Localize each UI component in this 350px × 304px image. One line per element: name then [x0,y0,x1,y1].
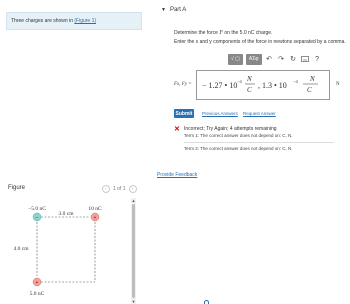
request-answer-link[interactable]: Request Answer [243,111,276,116]
intro-box [6,12,142,30]
label-10nc: 10 nC [88,206,102,212]
symbols-button[interactable] [246,54,262,65]
undo-icon[interactable]: ↶ [266,56,272,63]
figure-label: Figure [8,185,26,191]
feedback-title: Incorrect; Try Again; 4 attempts remaining [184,126,277,132]
part-a-header[interactable] [161,7,186,13]
intro-text: Three charges are shown in [11,18,75,24]
scroll-up-icon[interactable]: ▲ [131,198,136,203]
provide-feedback-link[interactable]: Provide Feedback [157,172,198,178]
pager-text: 1 of 1 [113,186,126,192]
answer-unit-den-2: C [307,86,312,94]
feedback-divider [184,142,334,143]
answer-expression [200,71,330,99]
positive-sign-bottom: + [35,280,39,286]
answer-input[interactable] [196,70,330,100]
next-figure-icon[interactable]: › [129,185,137,193]
figure-link[interactable]: (Figure 1) [74,18,97,24]
positive-sign-right: + [93,215,97,221]
incorrect-icon: ✕ [174,126,180,133]
help-label: ? [315,55,319,63]
question-text-post: on the 5.0 nC charge. [222,30,273,36]
answer-value-1: − 1.27 • 10 [202,81,238,90]
label-neg5nc: −5.0 nC [28,206,46,212]
answer-exp-2: −4 [293,79,298,84]
submit-button[interactable]: Submit [175,110,193,117]
prev-figure-icon[interactable]: ‹ [102,185,110,193]
figure-scrollbar[interactable] [131,198,136,304]
bottom-indicator [204,300,209,304]
feedback-term-2: Term 2: The correct answer does not depend on: C, N. [184,146,293,151]
label-3cm: 3.0 cm [58,211,74,217]
figure-pager [102,185,137,193]
force-symbol: F [219,30,223,36]
negative-sign: − [35,215,39,221]
reset-icon[interactable]: ↻ [290,56,296,63]
answer-unit-outside: N [336,82,340,87]
collapse-caret-icon[interactable]: ▼ [161,7,166,13]
keyboard-icon[interactable] [301,54,310,64]
question-line-2: Enter the x and y components of the force in newtons separated by a comma. [174,39,346,45]
answer-value-2: 1.3 • 10 [262,81,287,90]
redo-icon[interactable]: ↷ [278,56,284,63]
previous-answers-link[interactable]: Previous Answers [202,111,238,116]
answer-exp-1: −4 [237,79,242,84]
label-5nc: 5.0 nC [29,291,45,297]
help-icon[interactable] [313,54,322,64]
scroll-down-icon[interactable]: ▼ [131,299,136,304]
question-line-1 [174,30,272,36]
svg-text:,: , [258,81,260,90]
templates-button[interactable]: √ ▢ [228,54,243,65]
scroll-thumb[interactable] [132,204,135,298]
answer-unit-den-1: C [247,86,252,94]
label-4cm: 4.0 cm [13,246,29,252]
math-toolbar [228,53,322,65]
answer-unit-num-2: N [310,75,315,83]
answer-label: Fx, Fy = [174,82,192,87]
templates-label: √ [231,56,234,62]
answer-unit-num-1: N [247,75,252,83]
question-text-pre: Determine the force [174,30,220,36]
part-title: Part A [169,7,187,13]
feedback-term-1: Term 1: The correct answer does not depend on: C, N. [184,133,293,138]
charges-figure [0,200,130,304]
symbols-label: AΣφ [248,56,259,62]
